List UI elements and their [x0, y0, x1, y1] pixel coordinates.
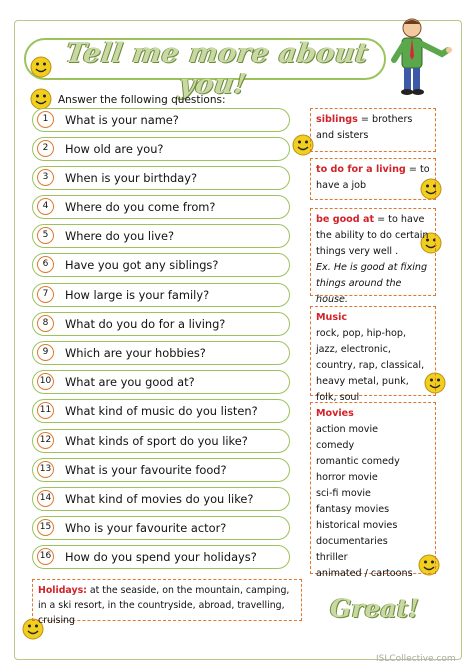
- question-text: Who is your favourite actor?: [65, 521, 227, 535]
- vocab-box-living: [310, 158, 436, 200]
- question-row: [32, 399, 290, 423]
- question-row: [32, 370, 290, 394]
- smiley-icon: [30, 56, 52, 78]
- question-text: What kind of music do you listen?: [65, 404, 258, 418]
- question-row: [32, 224, 290, 248]
- question-row: [32, 487, 290, 511]
- vocab-definition: = to have a job: [316, 164, 430, 191]
- movie-item: animated / cartoons: [316, 568, 413, 579]
- holidays-text: at the seaside, on the mountain, camping, in a ski resort, in the countryside, abroad, travelling, cruising: [38, 585, 290, 626]
- instruction-text: Answer the following questions:: [58, 94, 226, 106]
- vocab-example: Ex. He is good at fixing things around the house.: [316, 262, 428, 305]
- music-heading: Music: [316, 312, 348, 323]
- movie-item: fantasy movies: [316, 504, 390, 515]
- question-text: Which are your hobbies?: [65, 346, 206, 360]
- movie-item: documentaries: [316, 536, 388, 547]
- question-number: 16: [37, 548, 54, 565]
- question-row: [32, 341, 290, 365]
- vocab-definition: = to have the ability to do certain things very well .: [316, 214, 429, 257]
- question-number: 14: [37, 490, 54, 507]
- question-text: What is your name?: [65, 113, 179, 127]
- question-number: 3: [37, 169, 54, 186]
- movie-item: comedy: [316, 440, 355, 451]
- question-text: How large is your family?: [65, 288, 210, 302]
- question-number: 2: [37, 140, 54, 157]
- question-number: 9: [37, 344, 54, 361]
- vocab-box-siblings: [310, 108, 436, 152]
- question-number: 5: [37, 227, 54, 244]
- question-number: 8: [37, 315, 54, 332]
- question-text: What is your favourite food?: [65, 463, 227, 477]
- music-list: rock, pop, hip-hop, jazz, electronic, country, rap, classical, heavy metal, punk, folk, soul: [316, 328, 425, 403]
- question-number: 7: [37, 286, 54, 303]
- question-number: 15: [37, 519, 54, 536]
- holidays-label: Holidays:: [38, 585, 87, 596]
- question-text: Where do you come from?: [65, 200, 216, 214]
- question-row: [32, 429, 290, 453]
- question-text: What kind of movies do you like?: [65, 492, 254, 506]
- question-row: [32, 253, 290, 277]
- question-row: [32, 195, 290, 219]
- question-row: [32, 545, 290, 569]
- question-number: 10: [37, 373, 54, 390]
- question-number: 13: [37, 461, 54, 478]
- question-text: What do you do for a living?: [65, 317, 226, 331]
- closing-text: Great!: [330, 594, 420, 623]
- question-number: 1: [37, 111, 54, 128]
- holidays-box: [32, 579, 302, 626]
- question-text: Have you got any siblings?: [65, 258, 219, 272]
- vocab-term: to do for a living: [316, 164, 406, 175]
- movie-item: sci-fi movie: [316, 488, 371, 499]
- question-row: [32, 166, 290, 190]
- question-row: [32, 516, 290, 540]
- smiley-icon: [30, 88, 52, 110]
- question-row: [32, 137, 290, 161]
- question-text: What kinds of sport do you like?: [65, 434, 248, 448]
- watermark: ISLCollective.com: [376, 654, 456, 664]
- question-text: How do you spend your holidays?: [65, 550, 257, 564]
- movie-item: romantic comedy: [316, 456, 400, 467]
- question-text: What are you good at?: [65, 375, 195, 389]
- vocab-term: siblings: [316, 114, 358, 125]
- movie-item: horror movie: [316, 472, 378, 483]
- vocab-box-good-at: [310, 208, 436, 305]
- question-row: [32, 283, 290, 307]
- vocab-definition: = brothers and sisters: [316, 114, 413, 141]
- question-number: 6: [37, 256, 54, 273]
- question-number: 4: [37, 198, 54, 215]
- movies-heading: Movies: [316, 408, 354, 419]
- movie-item: action movie: [316, 424, 379, 435]
- vocab-term: be good at: [316, 214, 375, 225]
- movie-item: historical movies: [316, 520, 398, 531]
- vocab-box-music: [310, 306, 436, 403]
- question-number: 11: [37, 402, 54, 419]
- question-row: [32, 458, 290, 482]
- question-row: [32, 312, 290, 336]
- question-text: When is your birthday?: [65, 171, 198, 185]
- movie-item: thriller: [316, 552, 348, 563]
- question-number: 12: [37, 432, 54, 449]
- vocab-box-movies: [310, 402, 436, 579]
- question-row: [32, 108, 290, 132]
- page-title: Tell me more about you!: [63, 38, 371, 100]
- question-text: How old are you?: [65, 142, 164, 156]
- question-text: Where do you live?: [65, 229, 175, 243]
- presenter-man-illustration: [382, 16, 454, 96]
